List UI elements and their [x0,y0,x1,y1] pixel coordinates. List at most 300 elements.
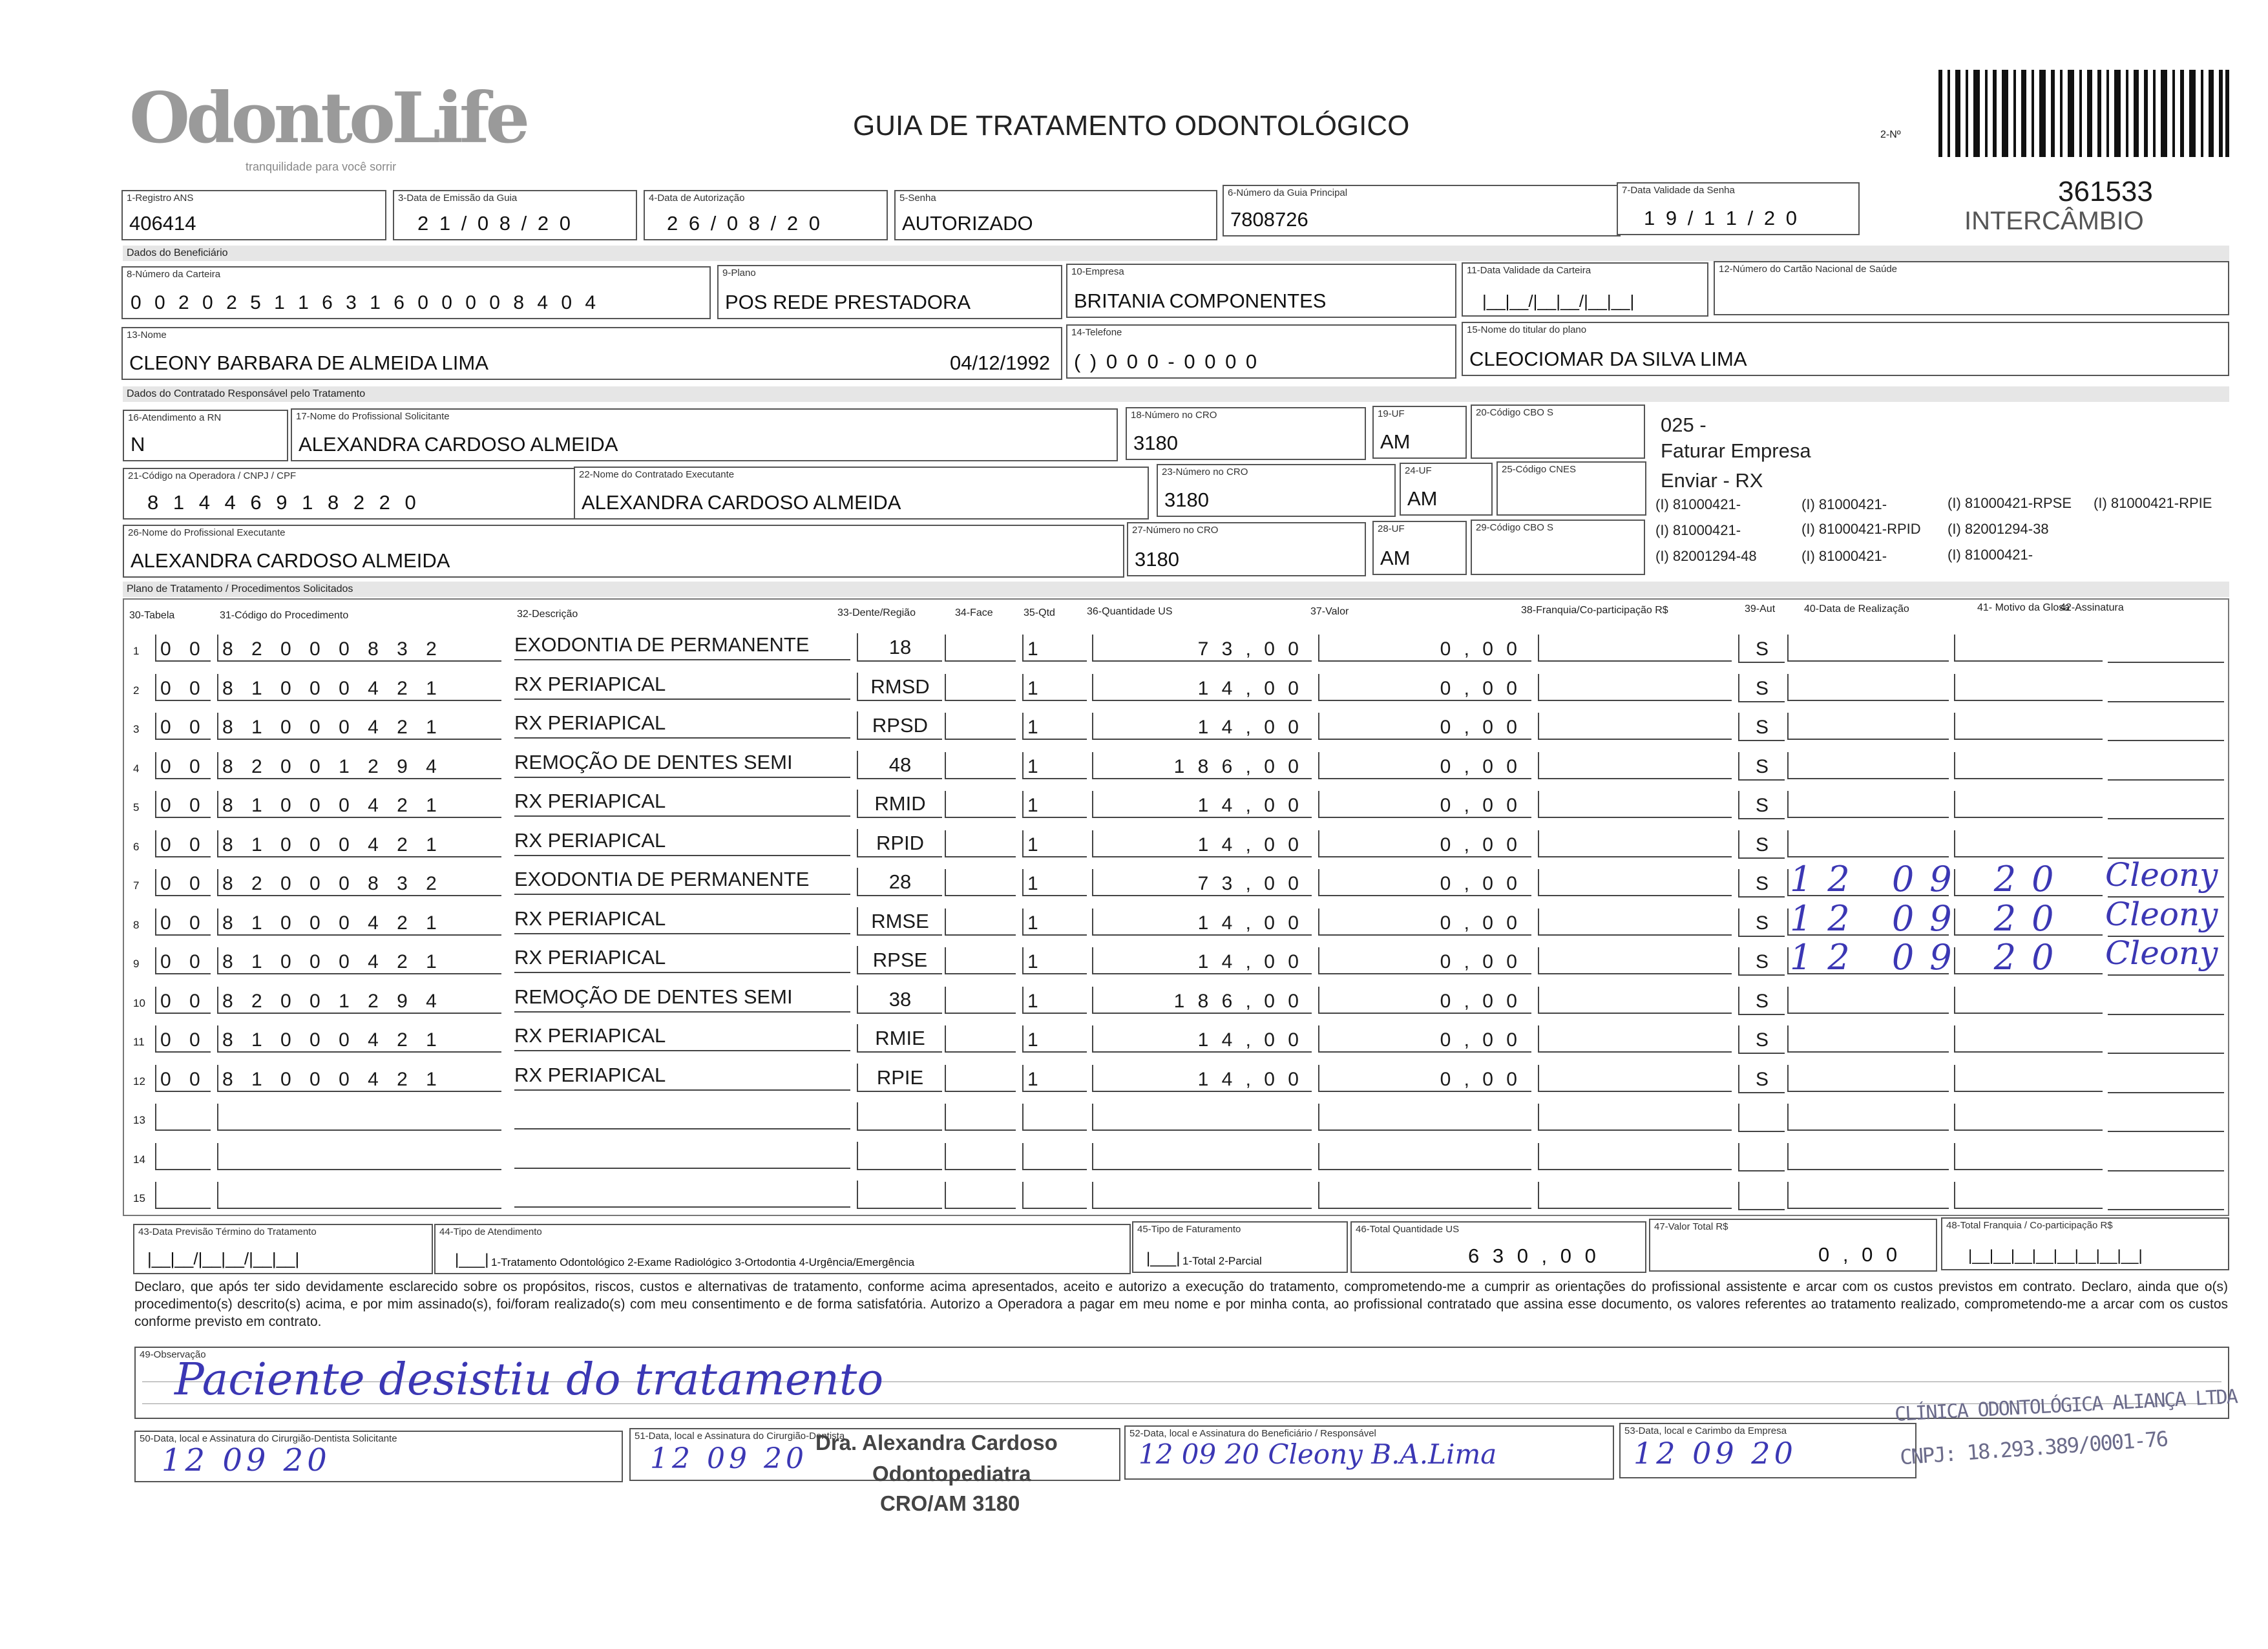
header-franquia: 38-Franquia/Co-participação R$ [1521,605,1668,616]
valor-total-value: 0 , 0 0 [1818,1243,1902,1266]
guia-principal-value: 7808726 [1230,208,1308,231]
row-data-realizacao [1787,635,1949,662]
row-tabela: 0 0 [155,752,211,779]
field-assinatura-beneficiario[interactable]: 52-Data, local e Assinatura do Beneficiário / Responsável 12 09 20 Cleony B.A.Lima [1124,1425,1614,1480]
row-data-realizacao [1787,1143,1949,1170]
row-qtd [1022,1143,1087,1170]
header-motivo-glosa: 41- Motivo da Glosa [1977,602,2070,613]
tipo-faturamento-options: 1-Total 2-Parcial [1182,1255,1262,1267]
row-face [945,830,1016,857]
row-valor [1318,1182,1531,1209]
header-descricao: 32-Descrição [517,609,578,620]
row-aut: S [1738,752,1785,781]
row-number: 14 [133,1153,145,1166]
field-tipo-atendimento[interactable]: 44-Tipo de Atendimento |___| 1-Tratamento Odontológico 2-Exame Radiológico 3-Ortodontia 4-Urgência/Emergência [434,1224,1131,1274]
row-face [945,1143,1016,1170]
header-dente: 33-Dente/Região [837,607,916,618]
field-uf-24[interactable]: 24-UF AM [1400,463,1493,516]
row-descricao: EXODONTIA DE PERMANENTE [514,632,850,660]
row-quantidade-us: 1 4 , 0 0 [1092,674,1312,701]
declaration-text: Declaro, que após ter sido devidamente esclarecido sobre os propósitos, riscos, custos e alternativas de tratamento, conforme acima apresentados, aceito e autorizo a execução do tratamento, comprometendo-me a cumprir as orientações do profissional assistente e arcar com os custos previstos em contrato. Declaro, ainda que o(s) procedimento(s) descrito(s) acima, e por mim assinado(s), foi/foram realizado(s) com meu consentimento e de forma satisfatória. Autorizo a Operadora a pagar em meu nome e por minha conta, ao profissional contratado que assina esse documento, os valores referentes ao tratamento realizado, comprometendo-me a arcar com os custos conforme previsto em contrato. [134,1279,2228,1329]
field-assinatura-solicitante[interactable]: 50-Data, local e Assinatura do Cirurgião-Dentista Solicitante 12 09 20 [134,1431,623,1482]
row-qtd: 1 [1022,674,1087,701]
row-qtd: 1 [1022,635,1087,662]
row-number: 2 [133,684,140,697]
row-qtd: 1 [1022,713,1087,740]
previsao-blank: |__|__/|__|__/|__|__| [147,1249,300,1268]
row-codigo: 8 1 0 0 0 4 2 1 [217,830,501,857]
executante-value: ALEXANDRA CARDOSO ALMEIDA [582,491,901,514]
row-dente: 48 [857,751,942,779]
row-aut: S [1738,1025,1785,1054]
side-code: (I) 82001294-38 [1948,521,2049,537]
side-note-1: 025 - [1661,414,1706,436]
row-tabela: 0 0 [155,791,211,818]
side-note-2: Faturar Empresa [1661,439,1811,462]
row-aut: S [1738,713,1785,741]
assinatura-beneficiario-hand: 12 09 20 Cleony B.A.Lima [1139,1438,1497,1470]
stamp-role: Odontopediatra [872,1462,1031,1486]
row-aut: S [1738,791,1785,819]
row-quantidade-us: 1 4 , 0 0 [1092,947,1312,974]
row-franquia [1538,752,1732,779]
row-dente: RMSD [857,673,942,701]
row-valor: 0 , 0 0 [1318,674,1531,701]
row-dente: 28 [857,868,942,896]
side-code: (I) 81000421- [1948,547,2033,563]
row-motivo-glosa [1954,987,2103,1014]
row-face [945,674,1016,701]
field-cnes[interactable]: 25-Código CNES [1496,461,1646,516]
row-date-handwriting: 12 09 20 [1790,937,2070,978]
row-descricao: RX PERIAPICAL [514,1062,850,1091]
row-qtd: 1 [1022,987,1087,1014]
row-descricao: EXODONTIA DE PERMANENTE [514,867,850,895]
row-motivo-glosa [1954,713,2103,740]
field-plano[interactable]: 9-Plano POS REDE PRESTADORA [717,265,1062,319]
nome-value: CLEONY BARBARA DE ALMEIDA LIMA [129,352,488,374]
row-number: 9 [133,958,140,970]
solicitante-value: ALEXANDRA CARDOSO ALMEIDA [299,433,618,456]
row-quantidade-us [1092,1104,1312,1131]
header-face: 34-Face [955,607,993,618]
row-descricao: RX PERIAPICAL [514,788,850,817]
row-motivo-glosa [1954,1143,2103,1170]
row-number: 8 [133,919,140,931]
field-atendimento-rn[interactable]: 16-Atendimento a RN N [123,410,288,461]
row-tabela: 0 0 [155,909,211,936]
row-motivo-glosa [1954,1182,2103,1209]
tipo-atendimento-box: |___| [455,1251,489,1268]
row-franquia [1538,1182,1732,1209]
row-number: 10 [133,997,145,1009]
row-valor: 0 , 0 0 [1318,752,1531,779]
codigo-operadora-value: 8 1 4 4 6 9 1 8 2 2 0 [147,491,421,514]
row-number: 4 [133,762,140,775]
stamp-cro: CRO/AM 3180 [880,1491,1020,1515]
field-validade-carteira[interactable]: 11-Data Validade da Carteira |__|__/|__|__/|__|__| [1462,262,1708,317]
empresa-value: BRITANIA COMPONENTES [1074,289,1327,312]
guide-category: INTERCÂMBIO [1964,207,2144,235]
header-tabela: 30-Tabela [129,610,175,621]
row-assinatura [2108,1025,2224,1054]
row-assinatura [2108,791,2224,819]
row-codigo: 8 2 0 0 1 2 9 4 [217,987,501,1014]
row-valor: 0 , 0 0 [1318,909,1531,936]
row-valor: 0 , 0 0 [1318,1065,1531,1092]
row-dente: RPIE [857,1064,942,1092]
row-valor: 0 , 0 0 [1318,947,1531,974]
row-number: 11 [133,1036,145,1048]
row-motivo-glosa [1954,674,2103,701]
row-franquia [1538,635,1732,662]
header-valor: 37-Valor [1310,606,1349,617]
row-valor: 0 , 0 0 [1318,791,1531,818]
row-franquia [1538,713,1732,740]
row-number: 5 [133,801,140,814]
section-plano-tratamento: Plano de Tratamento / Procedimentos Solicitados [123,582,2229,597]
row-assinatura [2108,987,2224,1015]
field-uf-19[interactable]: 19-UF AM [1372,406,1467,459]
row-assinatura [2108,1182,2224,1210]
row-number: 1 [133,645,140,657]
row-tabela: 0 0 [155,987,211,1014]
row-quantidade-us: 1 8 6 , 0 0 [1092,752,1312,779]
side-code: (I) 81000421-RPID [1801,521,1921,537]
row-codigo [217,1143,501,1170]
row-dente: RPID [857,829,942,857]
row-codigo: 8 1 0 0 0 4 2 1 [217,1065,501,1092]
row-data-realizacao [1787,713,1949,740]
row-codigo: 8 1 0 0 0 4 2 1 [217,713,501,740]
field-assinatura-dentista[interactable]: 51-Data, local e Assinatura do Cirurgião-Dentista 12 09 20 [629,1428,1120,1481]
row-data-realizacao [1787,791,1949,818]
row-valor: 0 , 0 0 [1318,1025,1531,1053]
header-data-realizacao: 40-Data de Realização [1804,604,1909,614]
row-aut: S [1738,947,1785,976]
row-quantidade-us: 7 3 , 0 0 [1092,869,1312,896]
row-codigo: 8 2 0 0 1 2 9 4 [217,752,501,779]
row-face [945,1104,1016,1131]
header-quantidade-us: 36-Quantidade US [1087,606,1173,617]
profissional-executante-value: ALEXANDRA CARDOSO ALMEIDA [131,549,450,572]
telefone-value: ( ) 0 0 0 - 0 0 0 0 [1074,350,1259,373]
field-tipo-faturamento[interactable]: 45-Tipo de Faturamento |___| 1-Total 2-Parcial [1132,1221,1348,1273]
field-data-emissao[interactable]: 3-Data de Emissão da Guia 2 1 / 0 8 / 2 0 [393,190,637,240]
row-quantidade-us: 1 4 , 0 0 [1092,791,1312,818]
side-code: (I) 81000421- [1655,522,1741,538]
carteira-value: 0 0 2 0 2 5 1 1 6 3 1 6 0 0 0 0 8 4 0 4 [131,292,600,313]
row-franquia [1538,791,1732,818]
row-quantidade-us [1092,1182,1312,1209]
row-signature-handwriting: Cleony [2105,934,2218,972]
row-number: 12 [133,1075,145,1087]
row-face [945,635,1016,662]
row-qtd: 1 [1022,869,1087,896]
row-tabela: 0 0 [155,1025,211,1053]
row-franquia [1538,1025,1732,1053]
row-descricao [514,1140,850,1169]
row-aut: S [1738,1065,1785,1093]
row-tabela: 0 0 [155,830,211,857]
row-dente: RMID [857,790,942,818]
observation-handwriting: Paciente desistiu do tratamento [174,1354,884,1405]
row-aut: S [1738,635,1785,663]
row-codigo: 8 2 0 0 0 8 3 2 [217,869,501,896]
row-tabela: 0 0 [155,947,211,974]
row-quantidade-us [1092,1143,1312,1170]
row-data-realizacao [1787,1182,1949,1209]
field-cro-27[interactable]: 27-Número no CRO 3180 [1127,522,1366,576]
field-total-franquia[interactable]: 48-Total Franquia / Co-participação R$ |__|__|__|__|__|__|__|__| [1941,1217,2229,1270]
row-aut: S [1738,987,1785,1015]
plano-value: POS REDE PRESTADORA [725,291,971,313]
tipo-atendimento-options: 1-Tratamento Odontológico 2-Exame Radiológico 3-Ortodontia 4-Urgência/Emergência [491,1256,915,1268]
row-dente [857,1181,942,1209]
carimbo-empresa-hand: 12 09 20 [1633,1436,1797,1471]
side-code: (I) 81000421-RPSE [1948,495,2072,511]
row-codigo: 8 1 0 0 0 4 2 1 [217,1025,501,1053]
row-date-handwriting: 12 09 20 [1790,898,2070,939]
row-codigo: 8 1 0 0 0 4 2 1 [217,909,501,936]
row-quantidade-us: 1 4 , 0 0 [1092,1025,1312,1053]
row-codigo: 8 1 0 0 0 4 2 1 [217,674,501,701]
side-code: (I) 81000421-RPIE [2094,495,2212,511]
row-data-realizacao [1787,674,1949,701]
row-assinatura [2108,1104,2224,1132]
row-descricao: REMOÇÃO DE DENTES SEMI [514,750,850,778]
header-aut: 39-Aut [1745,604,1776,614]
row-dente: RMIE [857,1024,942,1053]
row-face [945,752,1016,779]
row-tabela: 0 0 [155,1065,211,1092]
field-cro-18[interactable]: 18-Número no CRO 3180 [1126,407,1366,460]
row-data-realizacao [1787,1104,1949,1131]
field-cbo-29[interactable]: 29-Código CBO S [1471,520,1645,575]
page-title: GUIA DE TRATAMENTO ODONTOLÓGICO [853,110,1410,142]
row-number: 3 [133,723,140,735]
row-aut: S [1738,674,1785,702]
row-motivo-glosa [1954,635,2103,662]
row-qtd: 1 [1022,1025,1087,1053]
data-autorizacao-value: 2 6 / 0 8 / 2 0 [667,212,823,235]
row-motivo-glosa [1954,1025,2103,1053]
row-face [945,909,1016,936]
row-face [945,1025,1016,1053]
row-codigo: 8 1 0 0 0 4 2 1 [217,791,501,818]
row-motivo-glosa [1954,830,2103,857]
field-observacao[interactable]: 49-Observação Paciente desistiu do tratamento [134,1347,2229,1419]
field-registro-ans[interactable]: 1-Registro ANS 406414 [121,190,386,240]
row-qtd: 1 [1022,947,1087,974]
stamp-name: Dra. Alexandra Cardoso [815,1431,1058,1455]
row-tabela [155,1143,211,1170]
validade-senha-value: 1 9 / 1 1 / 2 0 [1644,207,1800,229]
row-valor [1318,1104,1531,1131]
row-franquia [1538,1104,1732,1131]
row-qtd [1022,1182,1087,1209]
field-executante[interactable]: 22-Nome do Contratado Executante ALEXANDRA CARDOSO ALMEIDA [574,467,1149,520]
row-assinatura [2108,635,2224,663]
row-codigo: 8 1 0 0 0 4 2 1 [217,947,501,974]
row-descricao [514,1101,850,1129]
row-data-realizacao [1787,987,1949,1014]
birth-date: 04/12/1992 [950,352,1051,374]
field-total-us[interactable]: 46-Total Quantidade US 6 3 0 , 0 0 [1350,1221,1646,1273]
data-emissao-value: 2 1 / 0 8 / 2 0 [417,212,573,235]
field-senha[interactable]: 5-Senha AUTORIZADO [894,190,1217,240]
row-franquia [1538,674,1732,701]
field-valor-total[interactable]: 47-Valor Total R$ 0 , 0 0 [1649,1219,1937,1272]
row-qtd: 1 [1022,752,1087,779]
row-qtd: 1 [1022,909,1087,936]
row-aut: S [1738,909,1785,937]
row-signature-handwriting: Cleony [2105,896,2218,933]
row-qtd: 1 [1022,830,1087,857]
side-code: (I) 81000421- [1801,496,1887,512]
row-quantidade-us: 7 3 , 0 0 [1092,635,1312,662]
field-cbo-20[interactable]: 20-Código CBO S [1471,404,1645,459]
row-dente: RPSD [857,711,942,740]
row-descricao: RX PERIAPICAL [514,906,850,934]
row-data-realizacao [1787,752,1949,779]
row-tabela [155,1182,211,1209]
header-qtd: 35-Qtd [1024,607,1055,618]
row-dente: RPSE [857,946,942,974]
row-franquia [1538,1143,1732,1170]
side-code: (I) 81000421- [1655,496,1741,512]
assinatura-dentista-hand: 12 09 20 [650,1442,808,1475]
row-aut [1738,1182,1785,1210]
row-motivo-glosa [1954,1104,2103,1131]
total-franquia-blank: |__|__|__|__|__|__|__|__| [1968,1247,2143,1265]
row-tabela: 0 0 [155,869,211,896]
field-guia-principal[interactable]: 6-Número da Guia Principal 7808726 [1223,185,1621,236]
row-descricao: RX PERIAPICAL [514,828,850,856]
field-previsao-termino[interactable]: 43-Data Previsão Término do Tratamento |__|__/|__|__/|__|__| [133,1224,433,1274]
row-dente [857,1142,942,1170]
row-number: 7 [133,879,140,892]
row-valor [1318,1143,1531,1170]
row-franquia [1538,830,1732,857]
header-assinatura: 42-Assinatura [2060,602,2124,613]
row-assinatura [2108,674,2224,702]
row-descricao: RX PERIAPICAL [514,671,850,700]
row-signature-handwriting: Cleony [2105,856,2218,894]
row-descricao: RX PERIAPICAL [514,1023,850,1051]
logo-tagline: tranquilidade para você sorrir [246,160,397,173]
row-aut: S [1738,869,1785,898]
row-motivo-glosa [1954,752,2103,779]
row-dente: 18 [857,633,942,662]
side-note-3: Enviar - RX [1661,469,1763,492]
row-quantidade-us: 1 4 , 0 0 [1092,1065,1312,1092]
row-quantidade-us: 1 4 , 0 0 [1092,830,1312,857]
row-face [945,947,1016,974]
row-aut [1738,1104,1785,1132]
company-stamp-cnpj: CNPJ: 18.293.389/0001-76 [1899,1426,2168,1470]
titular-value: CLEOCIOMAR DA SILVA LIMA [1469,348,1747,370]
field-carteira[interactable]: 8-Número da Carteira 0 0 2 0 2 5 1 1 6 3 1 6 0 0 0 0 8 4 0 4 [121,266,711,319]
row-number: 15 [133,1192,145,1204]
row-valor: 0 , 0 0 [1318,635,1531,662]
row-dente: RMSE [857,907,942,936]
field-validade-senha[interactable]: 7-Data Validade da Senha 1 9 / 1 1 / 2 0 [1617,182,1860,235]
row-tabela [155,1104,211,1131]
row-valor: 0 , 0 0 [1318,987,1531,1014]
row-quantidade-us: 1 4 , 0 0 [1092,713,1312,740]
registro-ans-value: 406414 [129,212,196,235]
row-assinatura [2108,830,2224,859]
row-aut [1738,1143,1785,1171]
field-codigo-operadora[interactable]: 21-Código na Operadora / CNPJ / CPF 8 1 4 4 6 9 1 8 2 2 0 [123,468,575,520]
field-nome[interactable]: 13-Nome CLEONY BARBARA DE ALMEIDA LIMA 04/12/1992 [121,327,1062,380]
assinatura-solicitante-hand: 12 09 20 [162,1442,331,1478]
section-contratado: Dados do Contratado Responsável pelo Tratamento [123,386,2229,402]
row-face [945,1182,1016,1209]
field-uf-28[interactable]: 28-UF AM [1372,521,1467,575]
side-code: (I) 82001294-48 [1655,548,1757,564]
row-number: 6 [133,841,140,853]
field-solicitante[interactable]: 17-Nome do Profissional Solicitante ALEXANDRA CARDOSO ALMEIDA [291,408,1118,461]
side-code: (I) 81000421- [1801,548,1887,564]
row-aut: S [1738,830,1785,859]
field-titular[interactable]: 15-Nome do titular do plano CLEOCIOMAR DA SILVA LIMA [1462,322,2229,376]
row-qtd: 1 [1022,1065,1087,1092]
field-empresa[interactable]: 10-Empresa BRITANIA COMPONENTES [1066,264,1456,318]
logo [129,78,527,181]
row-face [945,1065,1016,1092]
section-beneficiario: Dados do Beneficiário [123,246,2229,261]
row-data-realizacao [1787,1065,1949,1092]
guide-number: 361533 [2058,176,2153,207]
row-motivo-glosa [1954,1065,2103,1092]
row-data-realizacao [1787,1025,1949,1053]
row-codigo [217,1182,501,1209]
row-qtd [1022,1104,1087,1131]
validade-carteira-blank: |__|__/|__|__/|__|__| [1482,291,1635,311]
row-assinatura [2108,752,2224,781]
field-cro-23[interactable]: 23-Número no CRO 3180 [1157,464,1396,517]
row-valor: 0 , 0 0 [1318,869,1531,896]
row-franquia [1538,987,1732,1014]
row-assinatura [2108,713,2224,741]
row-valor: 0 , 0 0 [1318,830,1531,857]
tipo-faturamento-box: |___| [1146,1250,1181,1267]
row-number: 13 [133,1114,145,1126]
total-us-value: 6 3 0 , 0 0 [1468,1245,1600,1267]
field-cartao-sus[interactable]: 12-Número do Cartão Nacional de Saúde [1714,261,2229,315]
row-assinatura [2108,1143,2224,1171]
row-tabela: 0 0 [155,674,211,701]
field-carimbo-empresa[interactable]: 53-Data, local e Carimbo da Empresa 12 09 20 [1619,1423,1916,1478]
row-valor: 0 , 0 0 [1318,713,1531,740]
row-dente [857,1102,942,1131]
row-face [945,713,1016,740]
row-tabela: 0 0 [155,713,211,740]
company-stamp-name: CLÍNICA ODONTOLÓGICA ALIANÇA LTDA [1894,1385,2238,1426]
guide-number-label: 2-Nº [1880,129,1901,140]
row-codigo [217,1104,501,1131]
field-telefone[interactable]: 14-Telefone ( ) 0 0 0 - 0 0 0 0 [1066,324,1456,379]
row-qtd: 1 [1022,791,1087,818]
logo-text: OdontoLife [129,78,527,159]
row-data-realizacao [1787,830,1949,857]
field-profissional-executante[interactable]: 26-Nome do Profissional Executante ALEXANDRA CARDOSO ALMEIDA [123,525,1124,578]
field-data-autorizacao[interactable]: 4-Data de Autorização 2 6 / 0 8 / 2 0 [644,190,888,240]
row-face [945,791,1016,818]
row-descricao: REMOÇÃO DE DENTES SEMI [514,984,850,1013]
